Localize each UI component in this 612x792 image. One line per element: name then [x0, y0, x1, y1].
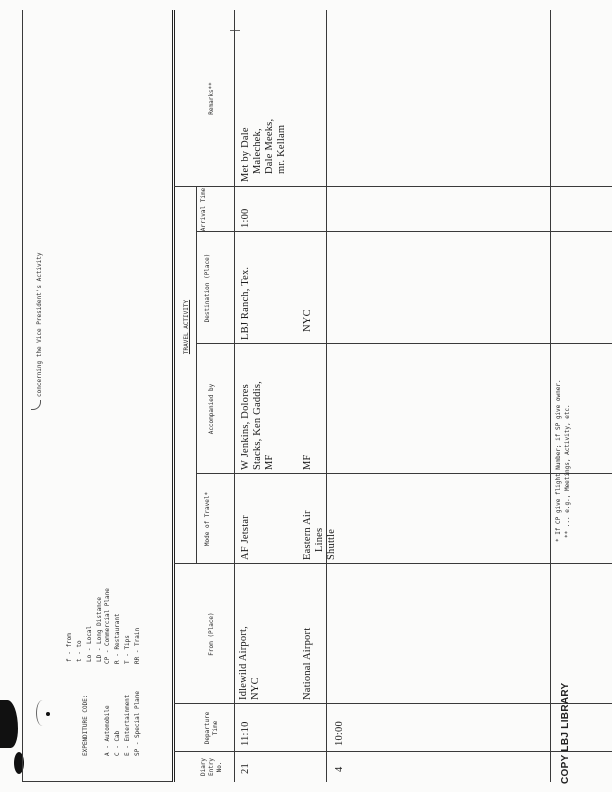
- col-header-arrival: [200, 187, 208, 232]
- row1-accompanied-line2: Stacks, Ken Gaddis,: [252, 381, 263, 470]
- section-title: TRAVEL ACTIVITY: [183, 299, 190, 355]
- row1-remarks-line3: Dale Meeks,: [264, 118, 275, 174]
- legend-travel-from: f - from: [66, 633, 73, 662]
- col-sep-1: [174, 751, 612, 752]
- code-commercial-plane: CP - Commercial Plane: [104, 588, 111, 664]
- code-restaurant: R - Restaurant: [114, 613, 121, 664]
- rule-row-1-bottom: [326, 10, 327, 782]
- col-header-departure-label: Departure Time: [204, 711, 219, 745]
- row1-accompanied-line3: MF: [264, 454, 275, 470]
- col-header-from: From (Place): [208, 612, 215, 656]
- legend-travel-long-distance: LD - Long Distance: [96, 596, 103, 662]
- footnote-remarks: ** ... e.g., Meetings, Activity, etc.: [564, 404, 571, 538]
- col-header-destination: [204, 232, 212, 344]
- row2-from-line1: National Airport: [302, 627, 313, 700]
- rule-header-top: [22, 10, 23, 782]
- rule-table-bottom: [550, 10, 551, 782]
- code-tips: T - Tips: [124, 635, 131, 664]
- col-header-mode-label: Mode of Travel*: [204, 491, 211, 547]
- col-header-arrival-label: Arrival Time: [200, 187, 207, 232]
- expenditure-code-title: EXPENDITURE CODE:: [82, 694, 89, 756]
- col-header-accompanied: Accompanied by: [208, 383, 215, 435]
- col-header-remarks: Remarks**: [208, 82, 215, 115]
- code-special-plane: SP - Special Plane: [134, 690, 141, 756]
- rule-table-top-2: [174, 10, 175, 782]
- rule-section-title: [196, 187, 197, 564]
- row2-destination-line1: NYC: [302, 309, 313, 332]
- col-header-mode: [204, 474, 212, 564]
- col-sep-3: [174, 563, 612, 564]
- code-cab: C - Cab: [114, 730, 121, 756]
- row2-accompanied-line1: MF: [302, 454, 313, 470]
- legend-travel-to: t - to: [76, 640, 83, 662]
- col-sep-2: [174, 703, 612, 704]
- library-stamp: COPY LBJ LIBRARY: [560, 682, 571, 784]
- col-header-departure: [204, 704, 220, 752]
- code-automobile: A - Automobile: [104, 705, 111, 756]
- code-train: RR - Train: [134, 627, 141, 664]
- rule-header-bottom: [234, 10, 235, 782]
- row1-departure: 11:10: [240, 721, 251, 746]
- concerning-line: concerning the Vice President's Activity: [36, 252, 43, 397]
- row1-entry: 21: [240, 763, 251, 774]
- row1-remarks-line2: Malechek,: [252, 128, 263, 174]
- code-entertainment: E - Entertainment: [124, 694, 131, 756]
- row1-remarks-line1: Met by Dale: [240, 127, 251, 182]
- row2-mode-line1: Eastern Air: [302, 510, 313, 560]
- footnote-flight: * If CP give flight Number; if SP give owner.: [555, 379, 562, 542]
- row1-destination-line1: LBJ Ranch, Tex.: [240, 266, 251, 340]
- rule-left: [22, 781, 172, 782]
- row1-from-line1: Idlewild Airport,: [238, 626, 249, 700]
- row1-remarks-line4: mr. Kellam: [276, 124, 287, 174]
- col-header-entry-label: Diary Entry No.: [200, 757, 223, 777]
- row1-arrival: 1:00: [240, 208, 251, 228]
- concerning-bracket: [31, 400, 41, 410]
- rule-table-top: [172, 10, 173, 782]
- col-sep-7: [174, 186, 612, 187]
- col-header-destination-label: Destination (Place): [204, 253, 211, 323]
- row1-mode-line1: AF Jetstar: [240, 515, 251, 560]
- row1-from-line2: NYC: [250, 677, 261, 700]
- row2-mode-line3: Shuttle: [326, 528, 337, 560]
- row2-mode-line2: Lines: [314, 527, 325, 552]
- row1-accompanied-line1: W Jenkins, Dolores: [240, 384, 251, 470]
- col-header-entry: [200, 752, 224, 782]
- legend-travel-local: Lo - Local: [86, 625, 93, 662]
- row2-entry: 4: [334, 766, 345, 772]
- row2-departure: 10:00: [334, 721, 345, 746]
